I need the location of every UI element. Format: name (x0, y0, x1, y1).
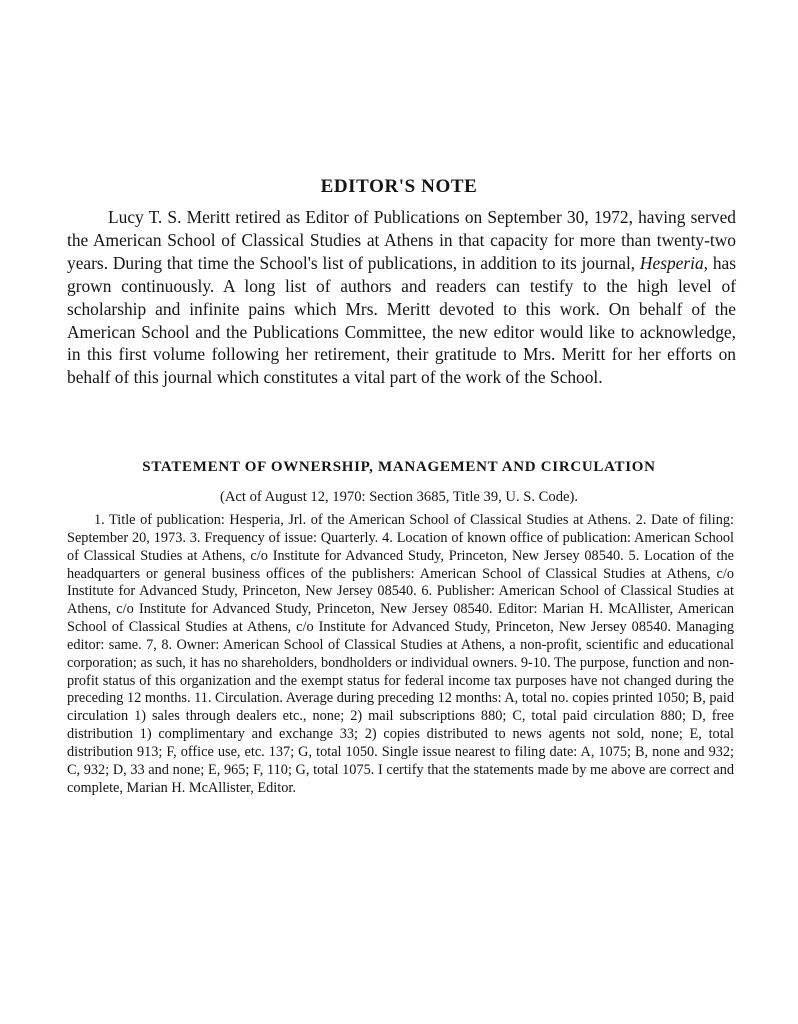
journal-title: Hesperia, (639, 252, 709, 273)
editors-note-text-end: has grown continuously. A long list of authors and readers can testify to the high level of scholarship and infinite pains which Mrs. Meritt devoted to this work. On behalf of the American School and the Publications Committee, the new editor would like to acknowledge, in this first volume following her retirement, their gratitude to Mrs. Meritt for her efforts on behalf of this journal which constitutes a vital part of the work of the School. (67, 252, 736, 388)
statement-heading: STATEMENT OF OWNERSHIP, MANAGEMENT AND CIRCULATION (142, 459, 656, 475)
statement-act-citation: (Act of August 12, 1970: Section 3685, Title 39, U. S. Code). (220, 489, 578, 505)
editors-note-heading: EDITOR'S NOTE (320, 176, 478, 197)
statement-paragraph: 1. Title of publication: Hesperia, Jrl. of the American School of Classical Studies at Athens. 2. Date of filing: September 20, 1973. 3. Frequency of issue: Quarterly. 4. Location of known office of publication: American School of Classical Studies at Athens, c/o Institute for Advanced Study, Princeton, New Jersey 08540. 5. Location of the headquarters or general business offices of the publishers: American School of Classical Studies at Athens, c/o Institute for Advanced Study, Princeton, New Jersey 08540. 6. Publisher: American School of Classical Studies at Athens, c/o Institute for Advanced Study, Princeton, New Jersey 08540. Editor: Marian H. McAllister, American School of Classical Studies at Athens, c/o Institute for Advanced Study, Princeton, New Jersey 08540. Managing editor: same. 7, 8. Owner: American School of Classical Studies at Athens, a non-profit, scientific and educational corporation; as such, it has no shareholders, bondholders or individual owners. 9-10. The purpose, function and non-profit status of this organization and the exempt status for federal income tax purposes have not changed during the preceding 12 months. 11. Circulation. Average during preceding 12 months: A, total no. copies printed 1050; B, paid circulation 1) sales through dealers etc., none; 2) mail subscriptions 880; C, total paid circulation 880; D, free distribution 1) complimentary and exchange 33; 2) copies distributed to news agents not sold, none; E, total distribution 913; F, office use, etc. 137; G, total 1050. Single issue nearest to filing date: A, 1075; B, none and 932; C, 932; D, 33 and none; E, 965; F, 110; G, total 1075. I certify that the statements made by me above are correct and complete, Marian H. McAllister, Editor. (67, 512, 734, 796)
editors-note-paragraph (67, 206, 736, 389)
editors-note-text-start: Lucy T. S. Meritt retired as Editor of Publications on September 30, 1972, having served the American School of Classical Studies at Athens in that capacity for more than twenty-two years. During that time the School's list of publications, in addition to its journal, (67, 207, 736, 273)
